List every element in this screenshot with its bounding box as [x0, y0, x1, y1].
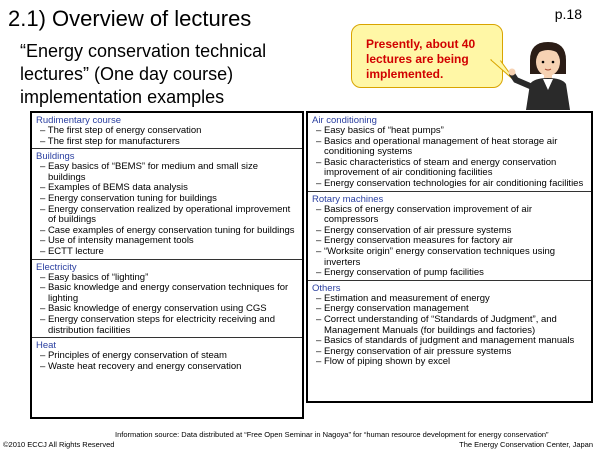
- list-item: – Examples of BEMS data analysis: [40, 182, 188, 194]
- list-item: – “Worksite origin” energy conservation techniques using inverters: [316, 245, 556, 268]
- section-heading: Rotary machines: [312, 193, 384, 205]
- list-item: – Case examples of energy conservation tuning for buildings: [40, 224, 295, 236]
- list-item: – The first step of energy conservation: [40, 125, 202, 136]
- slide-title: 2.1) Overview of lectures: [8, 6, 252, 31]
- section-rotary-machines: [308, 192, 591, 281]
- right-column: [306, 111, 593, 403]
- list-item: – Basics of energy conservation improvement of air compressors: [316, 203, 532, 226]
- list-item: – The first step for manufacturers: [40, 135, 180, 147]
- section-heat: [32, 338, 302, 373]
- list-item: – Energy conservation management: [316, 303, 469, 315]
- page-number: p.18: [554, 6, 582, 22]
- list-item: – Energy conservation of pump facilities: [316, 267, 484, 279]
- list-item: – Estimation and measurement of energy: [316, 292, 490, 304]
- list-item: – Energy conservation measures for factory air: [316, 235, 513, 247]
- list-item: – Easy basics of “lighting”: [40, 271, 149, 283]
- list-item: – Energy conservation steps for electricity receiving and distribution facilities: [40, 313, 275, 336]
- callout-text: Presently, about 40 lectures are being implemented.: [366, 37, 476, 81]
- section-buildings: [32, 149, 302, 259]
- list-item: – Correct understanding of “Standards of Judgment”, and Management Manuals (for buildings and factories): [316, 313, 557, 336]
- presenter-illustration: [508, 38, 598, 110]
- list-item: – Basics of standards of judgment and management manuals: [316, 335, 575, 347]
- section-others: [308, 281, 591, 369]
- list-item: – ECTT lecture: [40, 245, 104, 257]
- subtitle-line: “Energy conservation technical: [20, 41, 267, 61]
- section-heading: Others: [312, 282, 341, 294]
- information-source: Information source: Data distributed at “Free Open Seminar in Nagoya” for “human resource development for energy conservation”: [115, 430, 549, 439]
- section-air-conditioning: [308, 113, 591, 192]
- section-heading: Electricity: [36, 261, 77, 273]
- list-item: – Basic characteristics of steam and energy conservation improvement of air conditioning facilities: [316, 156, 557, 179]
- copyright: ©2010 ECCJ All Rights Reserved: [3, 440, 115, 449]
- list-item: – Energy conservation tuning for buildings: [40, 192, 217, 204]
- list-item: – Basic knowledge of energy conservation using CGS: [40, 303, 267, 315]
- list-item: – Basic knowledge and energy conservation techniques for lighting: [40, 282, 289, 304]
- section-heading: Heat: [36, 340, 57, 352]
- list-item: – Easy basics of “heat pumps”: [316, 125, 444, 136]
- list-item: – Basics and operational management of heat storage air conditioning systems: [316, 135, 558, 158]
- subtitle-line: lectures” (One day course): [20, 64, 234, 84]
- section-rudimentary: [32, 113, 302, 149]
- list-item: – Energy conservation realized by operational improvement of buildings: [40, 203, 291, 226]
- section-heading: Buildings: [36, 151, 75, 163]
- section-heading: Rudimentary course: [36, 115, 122, 126]
- list-item: – Energy conservation technologies for air conditioning facilities: [316, 177, 584, 189]
- callout-bubble: [351, 24, 503, 88]
- list-item: – Energy conservation of air pressure systems: [316, 224, 512, 236]
- list-item: – Waste heat recovery and energy conservation: [40, 360, 242, 372]
- list-item: – Flow of piping shown by excel: [316, 356, 451, 368]
- list-item: – Use of intensity management tools: [40, 235, 194, 247]
- section-electricity: [32, 260, 302, 339]
- organization-name: The Energy Conservation Center, Japan: [459, 440, 593, 449]
- section-heading: Air conditioning: [312, 115, 377, 126]
- list-item: – Energy conservation of air pressure systems: [316, 345, 512, 357]
- list-item: – Easy basics of “BEMS” for medium and small size buildings: [40, 161, 259, 183]
- list-item: – Principles of energy conservation of steam: [40, 350, 227, 362]
- left-column: [30, 111, 304, 419]
- slide-subtitle: [20, 40, 266, 109]
- subtitle-line: implementation examples: [20, 87, 225, 107]
